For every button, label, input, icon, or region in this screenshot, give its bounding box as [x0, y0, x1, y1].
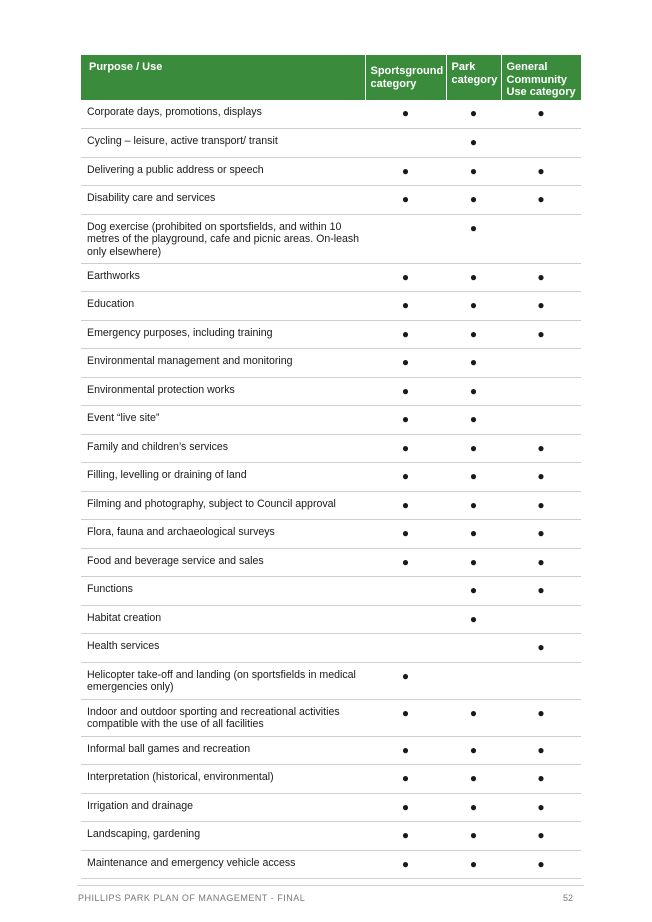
- bullet-marker-icon: ●: [537, 440, 545, 455]
- bullet-marker-icon: ●: [469, 412, 478, 426]
- park-cell: [446, 491, 501, 520]
- use-cell: Environmental protection works: [81, 377, 365, 406]
- bullet-marker-icon: ●: [401, 355, 410, 369]
- use-cell: Landscaping, gardening: [81, 822, 365, 851]
- bullet-marker-icon: ●: [469, 163, 478, 178]
- bullet-marker-icon: ●: [401, 269, 410, 284]
- use-cell: Disability care and services: [81, 186, 365, 215]
- header-purpose-use: Purpose / Use: [81, 55, 365, 100]
- general-cell: [501, 100, 581, 129]
- bullet-marker-icon: ●: [469, 220, 478, 235]
- park-cell: [446, 129, 501, 158]
- sportsground-cell: [365, 491, 446, 520]
- use-cell: Flora, fauna and archaeological surveys: [81, 520, 365, 549]
- use-cell: Education: [81, 292, 365, 321]
- general-cell: [501, 850, 581, 879]
- bullet-marker-icon: ●: [469, 799, 478, 814]
- general-cell: [501, 520, 581, 549]
- use-cell: Delivering a public address or speech: [81, 157, 365, 186]
- park-cell: [446, 292, 501, 321]
- table-row: [81, 263, 581, 292]
- bullet-marker-icon: ●: [469, 355, 478, 369]
- use-cell: Food and beverage service and sales: [81, 548, 365, 577]
- use-cell: Interpretation (historical, environmental): [81, 765, 365, 794]
- table-row: [81, 662, 581, 699]
- bullet-marker-icon: ●: [469, 856, 478, 871]
- table-row: [81, 520, 581, 549]
- bullet-marker-icon: ●: [401, 383, 410, 398]
- bullet-marker-icon: ●: [537, 469, 545, 483]
- table-row: [81, 377, 581, 406]
- bullet-marker-icon: ●: [469, 326, 478, 341]
- general-cell: [501, 491, 581, 520]
- general-cell: [501, 263, 581, 292]
- bullet-marker-icon: ●: [401, 554, 410, 569]
- bullet-marker-icon: ●: [469, 106, 478, 120]
- general-cell: [501, 129, 581, 158]
- table-body: [81, 100, 581, 879]
- sportsground-cell: [365, 634, 446, 663]
- header-sportsground-category: Sportsground category: [365, 55, 446, 100]
- use-cell: Habitat creation: [81, 605, 365, 634]
- park-cell: [446, 320, 501, 349]
- sportsground-cell: [365, 157, 446, 186]
- park-cell: [446, 699, 501, 736]
- bullet-marker-icon: ●: [537, 828, 545, 842]
- use-cell: Health services: [81, 634, 365, 663]
- table-row: [81, 434, 581, 463]
- sportsground-cell: [365, 699, 446, 736]
- bullet-marker-icon: ●: [537, 554, 545, 569]
- table-row: [81, 765, 581, 794]
- sportsground-cell: [365, 129, 446, 158]
- table-row: [81, 822, 581, 851]
- use-cell: Filming and photography, subject to Council approval: [81, 491, 365, 520]
- footer-divider: [78, 885, 584, 886]
- use-cell: Functions: [81, 577, 365, 606]
- use-cell: Irrigation and drainage: [81, 793, 365, 822]
- sportsground-cell: [365, 793, 446, 822]
- bullet-marker-icon: ●: [537, 326, 545, 341]
- bullet-marker-icon: ●: [401, 440, 410, 455]
- sportsground-cell: [365, 100, 446, 129]
- park-cell: [446, 186, 501, 215]
- bullet-marker-icon: ●: [469, 298, 478, 312]
- bullet-marker-icon: ●: [401, 526, 410, 540]
- sportsground-cell: [365, 662, 446, 699]
- bullet-marker-icon: ●: [401, 742, 410, 757]
- general-cell: [501, 662, 581, 699]
- table-row: [81, 406, 581, 435]
- park-cell: [446, 662, 501, 699]
- park-cell: [446, 520, 501, 549]
- general-cell: [501, 434, 581, 463]
- bullet-marker-icon: ●: [401, 497, 410, 512]
- use-cell: Cycling – leisure, active transport/ transit: [81, 129, 365, 158]
- sportsground-cell: [365, 736, 446, 765]
- general-cell: [501, 605, 581, 634]
- bullet-marker-icon: ●: [469, 828, 478, 842]
- bullet-marker-icon: ●: [537, 771, 545, 785]
- bullet-marker-icon: ●: [469, 611, 478, 626]
- header-park-category: Park category: [446, 55, 501, 100]
- park-cell: [446, 406, 501, 435]
- footer-page-number: 52: [563, 893, 574, 903]
- sportsground-cell: [365, 349, 446, 378]
- table-row: [81, 577, 581, 606]
- use-cell: Emergency purposes, including training: [81, 320, 365, 349]
- park-cell: [446, 822, 501, 851]
- sportsground-cell: [365, 292, 446, 321]
- header-general-community-use-category: General Community Use category: [501, 55, 581, 100]
- table-row: [81, 157, 581, 186]
- sportsground-cell: [365, 434, 446, 463]
- table-row: [81, 699, 581, 736]
- table-row: [81, 736, 581, 765]
- general-cell: [501, 320, 581, 349]
- general-cell: [501, 765, 581, 794]
- sportsground-cell: [365, 186, 446, 215]
- table-header-row: [81, 55, 581, 100]
- bullet-marker-icon: ●: [401, 412, 410, 426]
- bullet-marker-icon: ●: [469, 440, 478, 455]
- bullet-marker-icon: ●: [469, 192, 478, 206]
- park-cell: [446, 100, 501, 129]
- table-row: [81, 320, 581, 349]
- bullet-marker-icon: ●: [537, 742, 545, 757]
- general-cell: [501, 736, 581, 765]
- uses-table: [81, 55, 581, 879]
- bullet-marker-icon: ●: [401, 298, 410, 312]
- bullet-marker-icon: ●: [469, 383, 478, 398]
- use-cell: Maintenance and emergency vehicle access: [81, 850, 365, 879]
- use-cell: Helicopter take-off and landing (on sportsfields in medical emergencies only): [81, 662, 365, 699]
- bullet-marker-icon: ●: [469, 705, 478, 720]
- bullet-marker-icon: ●: [537, 526, 545, 540]
- use-cell: Informal ball games and recreation: [81, 736, 365, 765]
- sportsground-cell: [365, 463, 446, 492]
- park-cell: [446, 793, 501, 822]
- use-cell: Earthworks: [81, 263, 365, 292]
- general-cell: [501, 214, 581, 263]
- table-row: [81, 634, 581, 663]
- sportsground-cell: [365, 577, 446, 606]
- sportsground-cell: [365, 850, 446, 879]
- sportsground-cell: [365, 263, 446, 292]
- sportsground-cell: [365, 406, 446, 435]
- general-cell: [501, 157, 581, 186]
- bullet-marker-icon: ●: [469, 771, 478, 785]
- bullet-marker-icon: ●: [401, 106, 410, 120]
- use-cell: Indoor and outdoor sporting and recreational activities compatible with the use of all facilities: [81, 699, 365, 736]
- bullet-marker-icon: ●: [401, 469, 410, 483]
- sportsground-cell: [365, 765, 446, 794]
- general-cell: [501, 634, 581, 663]
- table-row: [81, 850, 581, 879]
- general-cell: [501, 349, 581, 378]
- footer-document-title: PHILLIPS PARK PLAN OF MANAGEMENT - FINAL: [78, 893, 306, 903]
- bullet-marker-icon: ●: [401, 668, 410, 683]
- park-cell: [446, 463, 501, 492]
- sportsground-cell: [365, 548, 446, 577]
- park-cell: [446, 157, 501, 186]
- park-cell: [446, 605, 501, 634]
- bullet-marker-icon: ●: [401, 163, 410, 178]
- park-cell: [446, 634, 501, 663]
- park-cell: [446, 214, 501, 263]
- table-row: [81, 214, 581, 263]
- use-cell: Environmental management and monitoring: [81, 349, 365, 378]
- park-cell: [446, 434, 501, 463]
- sportsground-cell: [365, 605, 446, 634]
- table-row: [81, 100, 581, 129]
- bullet-marker-icon: ●: [537, 856, 545, 871]
- sportsground-cell: [365, 320, 446, 349]
- use-cell: Filling, levelling or draining of land: [81, 463, 365, 492]
- general-cell: [501, 577, 581, 606]
- use-cell: Family and children’s services: [81, 434, 365, 463]
- general-cell: [501, 793, 581, 822]
- bullet-marker-icon: ●: [537, 106, 545, 120]
- table-row: [81, 129, 581, 158]
- bullet-marker-icon: ●: [537, 705, 545, 720]
- park-cell: [446, 548, 501, 577]
- bullet-marker-icon: ●: [469, 526, 478, 540]
- use-cell: Dog exercise (prohibited on sportsfields, and within 10 metres of the playground, cafe and picnic areas. On-leash only elsewhere): [81, 214, 365, 263]
- park-cell: [446, 349, 501, 378]
- table-row: [81, 793, 581, 822]
- general-cell: [501, 463, 581, 492]
- park-cell: [446, 765, 501, 794]
- use-cell: Corporate days, promotions, displays: [81, 100, 365, 129]
- general-cell: [501, 699, 581, 736]
- general-cell: [501, 292, 581, 321]
- bullet-marker-icon: ●: [537, 192, 545, 206]
- sportsground-cell: [365, 822, 446, 851]
- park-cell: [446, 377, 501, 406]
- bullet-marker-icon: ●: [401, 856, 410, 871]
- bullet-marker-icon: ●: [469, 583, 478, 597]
- bullet-marker-icon: ●: [401, 326, 410, 341]
- bullet-marker-icon: ●: [401, 799, 410, 814]
- table-row: [81, 491, 581, 520]
- bullet-marker-icon: ●: [537, 298, 545, 312]
- park-cell: [446, 850, 501, 879]
- bullet-marker-icon: ●: [537, 640, 545, 654]
- bullet-marker-icon: ●: [537, 497, 545, 512]
- bullet-marker-icon: ●: [537, 269, 545, 284]
- table-row: [81, 548, 581, 577]
- bullet-marker-icon: ●: [401, 705, 410, 720]
- bullet-marker-icon: ●: [469, 269, 478, 284]
- bullet-marker-icon: ●: [401, 771, 410, 785]
- table-row: [81, 186, 581, 215]
- general-cell: [501, 548, 581, 577]
- general-cell: [501, 377, 581, 406]
- park-cell: [446, 736, 501, 765]
- sportsground-cell: [365, 214, 446, 263]
- table-row: [81, 605, 581, 634]
- general-cell: [501, 822, 581, 851]
- bullet-marker-icon: ●: [537, 799, 545, 814]
- table-row: [81, 463, 581, 492]
- bullet-marker-icon: ●: [469, 554, 478, 569]
- general-cell: [501, 406, 581, 435]
- bullet-marker-icon: ●: [537, 583, 545, 597]
- park-cell: [446, 577, 501, 606]
- bullet-marker-icon: ●: [401, 192, 410, 206]
- bullet-marker-icon: ●: [401, 828, 410, 842]
- table-row: [81, 349, 581, 378]
- general-cell: [501, 186, 581, 215]
- bullet-marker-icon: ●: [537, 163, 545, 178]
- bullet-marker-icon: ●: [469, 469, 478, 483]
- sportsground-cell: [365, 377, 446, 406]
- bullet-marker-icon: ●: [469, 135, 478, 149]
- bullet-marker-icon: ●: [469, 742, 478, 757]
- use-cell: Event “live site”: [81, 406, 365, 435]
- table-row: [81, 292, 581, 321]
- sportsground-cell: [365, 520, 446, 549]
- park-cell: [446, 263, 501, 292]
- bullet-marker-icon: ●: [469, 497, 478, 512]
